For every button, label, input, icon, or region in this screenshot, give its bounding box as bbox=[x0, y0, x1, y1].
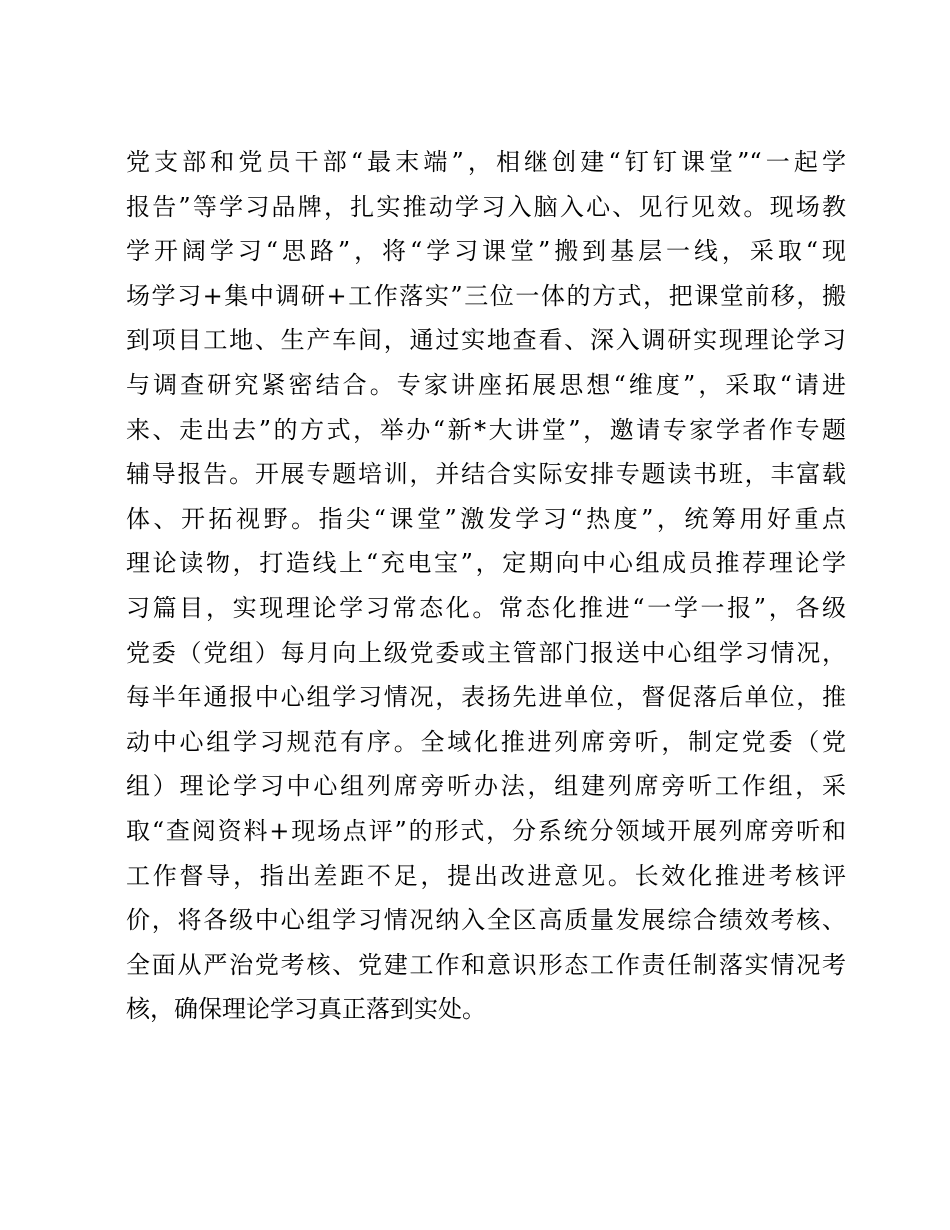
text-line: 组）理论学习中心组列席旁听办法，组建列席旁听工作组，采 bbox=[126, 772, 846, 801]
text-line: 理论读物，打造线上“充电宝”，定期向中心组成员推荐理论学 bbox=[126, 549, 846, 578]
text-line: 体、开拓视野。指尖“课堂”激发学习“热度”，统筹用好重点 bbox=[126, 504, 846, 533]
text-line: 工作督导，指出差距不足，提出改进意见。长效化推进考核评 bbox=[126, 861, 846, 890]
text-line: 习篇目，实现理论学习常态化。常态化推进“一学一报”，各级 bbox=[126, 593, 846, 622]
text-line: 场学习+集中调研+工作落实”三位一体的方式，把课堂前移，搬 bbox=[126, 281, 846, 310]
text-line: 党委（党组）每月向上级党委或主管部门报送中心组学习情况， bbox=[126, 638, 846, 667]
text-line: 学开阔学习“思路”，将“学习课堂”搬到基层一线，采取“现 bbox=[126, 237, 846, 266]
text-line: 到项目工地、生产车间，通过实地查看、深入调研实现理论学习 bbox=[126, 326, 846, 355]
text-line: 与调查研究紧密结合。专家讲座拓展思想“维度”，采取“请进 bbox=[126, 370, 846, 399]
text-line: 辅导报告。开展专题培训，并结合实际安排专题读书班，丰富载 bbox=[126, 460, 846, 489]
text-line: 每半年通报中心组学习情况，表扬先进单位，督促落后单位，推 bbox=[126, 683, 846, 712]
text-line: 动中心组学习规范有序。全域化推进列席旁听，制定党委（党 bbox=[126, 727, 846, 756]
text-line: 取“查阅资料+现场点评”的形式，分系统分领域开展列席旁听和 bbox=[126, 816, 846, 845]
text-line: 报告”等学习品牌，扎实推动学习入脑入心、见行见效。现场教 bbox=[126, 192, 846, 221]
text-line: 全面从严治党考核、党建工作和意识形态工作责任制落实情况考 bbox=[126, 950, 846, 979]
text-line-last: 核，确保理论学习真正落到实处。 bbox=[126, 995, 486, 1024]
text-line: 党支部和党员干部“最末端”，相继创建“钉钉课堂”“一起学 bbox=[126, 148, 846, 176]
body-paragraph bbox=[126, 140, 846, 1032]
text-line: 价，将各级中心组学习情况纳入全区高质量发展综合绩效考核、 bbox=[126, 906, 846, 935]
text-line: 来、走出去”的方式，举办“新*大讲堂”，邀请专家学者作专题 bbox=[126, 415, 846, 444]
